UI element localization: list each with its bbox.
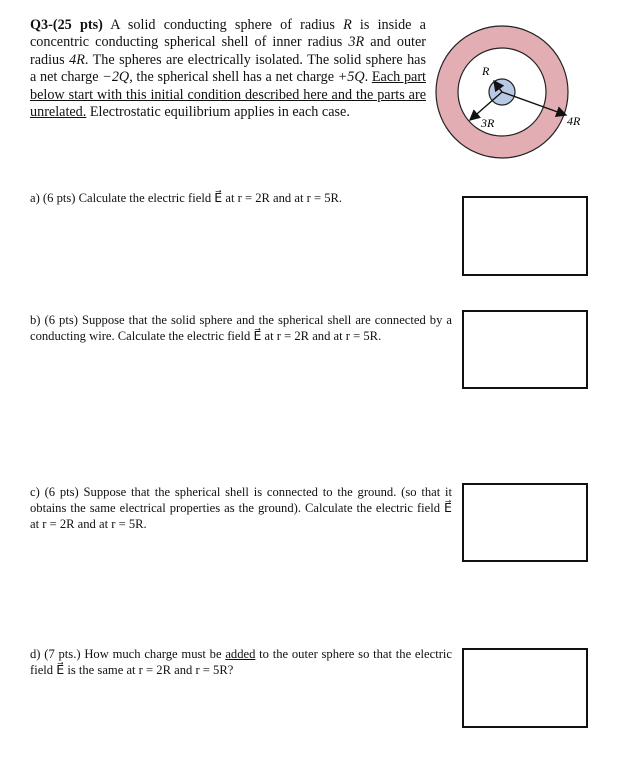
answer-box-d[interactable] bbox=[462, 648, 588, 728]
sphere-diagram bbox=[430, 12, 600, 172]
label-4R: 4R bbox=[567, 114, 581, 128]
question-c: c) (6 pts) Suppose that the spherical shell is connected to the ground. (so that it obtains the same electrical properties as the ground). Calculate the electric field E⃗ at r = 2R and at r = 5R. bbox=[30, 485, 452, 532]
answer-box-a[interactable] bbox=[462, 196, 588, 276]
question-b: b) (6 pts) Suppose that the solid sphere and the spherical shell are connected by a conducting wire. Calculate the electric field E⃗ at r = 2R and at r = 5R. bbox=[30, 313, 452, 344]
problem-statement: Q3-(25 pts) A solid conducting sphere of radius R is inside a concentric conducting spherical shell of inner radius 3R and outer radius 4R. The spheres are electrically isolated. The solid sphere has a net charge −2Q, the spherical shell has a net charge +5Q. Each part below start with this initial condition described here and the parts are unrelated. Electrostatic equilibrium applies in each case. bbox=[30, 17, 427, 121]
question-label: Q3-(25 pts) bbox=[30, 17, 103, 33]
question-a: a) (6 pts) Calculate the electric field E⃗ at r = 2R and at r = 5R. bbox=[30, 191, 343, 205]
label-R: R bbox=[482, 64, 490, 78]
condition-note: Each part below start with this initial condition described here and the parts are unrelated. bbox=[30, 69, 426, 121]
answer-box-b[interactable] bbox=[462, 310, 588, 389]
question-d: d) (7 pts.) How much charge must be added to the outer sphere so that the electric field E⃗ is the same at r = 2R and r = 5R? bbox=[30, 647, 452, 678]
answer-box-c[interactable] bbox=[462, 483, 588, 562]
label-3R: 3R bbox=[481, 116, 495, 130]
